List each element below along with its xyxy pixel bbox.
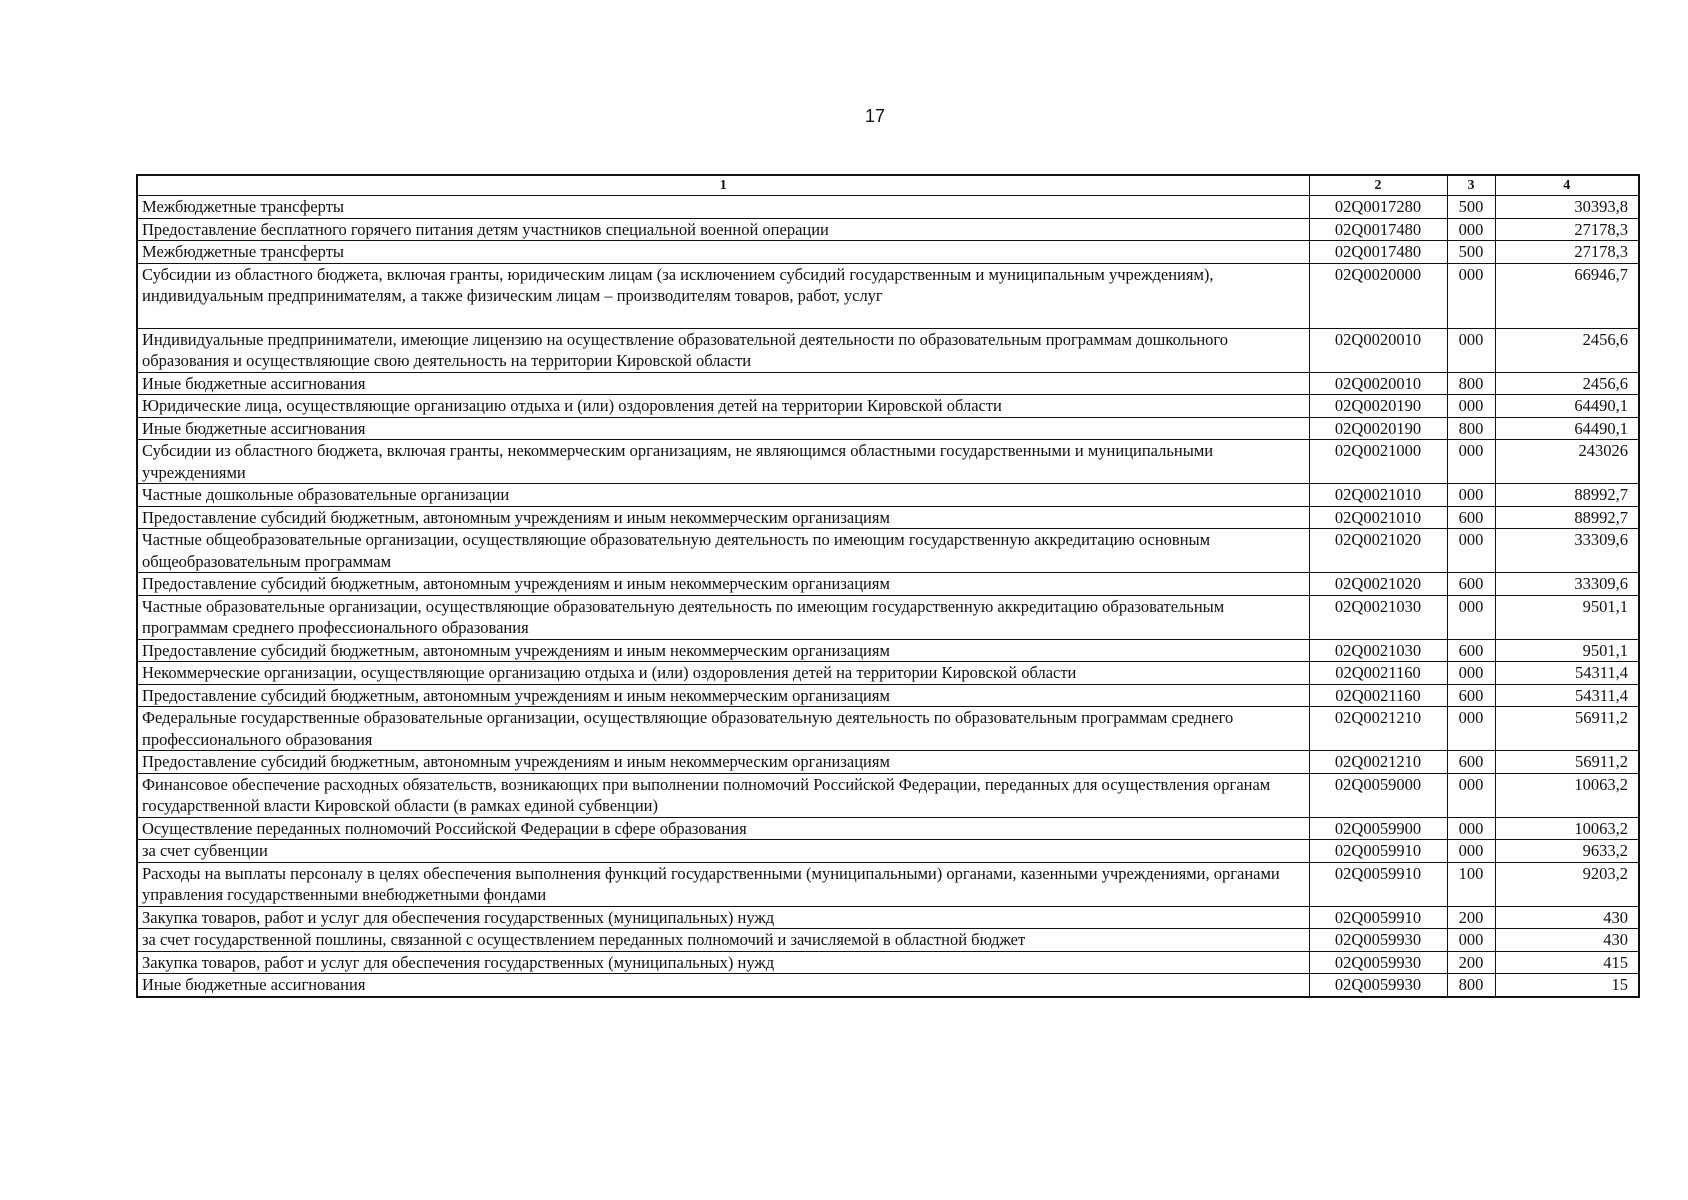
row-code-cell: 02Q0021010 <box>1309 484 1447 507</box>
row-type-cell: 000 <box>1447 218 1495 241</box>
row-amount-cell: 9501,1 <box>1495 639 1639 662</box>
row-name-cell: Предоставление субсидий бюджетным, автономным учреждениям и иным некоммерческим организациям <box>137 639 1309 662</box>
row-type-cell: 000 <box>1447 595 1495 639</box>
row-name-cell: Частные общеобразовательные организации, осуществляющие образовательную деятельность по имеющим государственную аккредитацию основным общеобразовательным программам <box>137 529 1309 573</box>
row-name-cell: Некоммерческие организации, осуществляющие организацию отдыха и (или) оздоровления детей на территории Кировской области <box>137 662 1309 685</box>
row-type-cell: 000 <box>1447 263 1495 328</box>
table-row <box>137 196 1639 219</box>
row-code-cell: 02Q0020190 <box>1309 417 1447 440</box>
row-amount-cell: 9203,2 <box>1495 862 1639 906</box>
row-name-cell: Межбюджетные трансферты <box>137 196 1309 219</box>
row-type-cell: 200 <box>1447 951 1495 974</box>
row-name-cell: Закупка товаров, работ и услуг для обеспечения государственных (муниципальных) нужд <box>137 906 1309 929</box>
table-row <box>137 395 1639 418</box>
row-name-cell: Иные бюджетные ассигнования <box>137 974 1309 997</box>
row-amount-cell: 430 <box>1495 906 1639 929</box>
column-header-type: 3 <box>1447 175 1495 196</box>
row-name-cell: Предоставление субсидий бюджетным, автономным учреждениям и иным некоммерческим организациям <box>137 684 1309 707</box>
row-type-cell: 000 <box>1447 929 1495 952</box>
row-code-cell: 02Q0017480 <box>1309 218 1447 241</box>
row-name-cell: за счет государственной пошлины, связанной с осуществлением переданных полномочий и зачисляемой в областной бюджет <box>137 929 1309 952</box>
row-amount-cell: 9501,1 <box>1495 595 1639 639</box>
table-row <box>137 974 1639 997</box>
row-code-cell: 02Q0059910 <box>1309 906 1447 929</box>
row-name-cell: Иные бюджетные ассигнования <box>137 372 1309 395</box>
row-name-cell: Частные образовательные организации, осуществляющие образовательную деятельность по имеющим государственную аккредитацию образовательным программам среднего профессионального образования <box>137 595 1309 639</box>
table-row <box>137 595 1639 639</box>
row-code-cell: 02Q0059910 <box>1309 862 1447 906</box>
row-type-cell: 500 <box>1447 196 1495 219</box>
row-amount-cell: 30393,8 <box>1495 196 1639 219</box>
row-name-cell: Межбюджетные трансферты <box>137 241 1309 264</box>
row-amount-cell: 10063,2 <box>1495 817 1639 840</box>
row-type-cell: 000 <box>1447 395 1495 418</box>
table-row <box>137 372 1639 395</box>
row-type-cell: 600 <box>1447 506 1495 529</box>
row-type-cell: 800 <box>1447 372 1495 395</box>
table-row <box>137 773 1639 817</box>
row-name-cell: Предоставление субсидий бюджетным, автономным учреждениям и иным некоммерческим организациям <box>137 573 1309 596</box>
table-row <box>137 484 1639 507</box>
row-type-cell: 000 <box>1447 773 1495 817</box>
row-name-cell: Иные бюджетные ассигнования <box>137 417 1309 440</box>
row-code-cell: 02Q0017480 <box>1309 241 1447 264</box>
row-amount-cell: 66946,7 <box>1495 263 1639 328</box>
table-row <box>137 840 1639 863</box>
table-row <box>137 263 1639 328</box>
row-code-cell: 02Q0021010 <box>1309 506 1447 529</box>
row-name-cell: Финансовое обеспечение расходных обязательств, возникающих при выполнении полномочий Российской Федерации, переданных для осуществления органам государственной власти Кировской области (в рамках единой субвенции) <box>137 773 1309 817</box>
row-type-cell: 000 <box>1447 529 1495 573</box>
header-row <box>137 175 1639 196</box>
row-name-cell: Индивидуальные предприниматели, имеющие лицензию на осуществление образовательной деятельности по образовательным программам дошкольного образования и осуществляющие свою деятельность на территории Кировской области <box>137 328 1309 372</box>
row-name-cell: Юридические лица, осуществляющие организацию отдыха и (или) оздоровления детей на территории Кировской области <box>137 395 1309 418</box>
row-code-cell: 02Q0017280 <box>1309 196 1447 219</box>
row-code-cell: 02Q0059910 <box>1309 840 1447 863</box>
row-name-cell: Предоставление субсидий бюджетным, автономным учреждениям и иным некоммерческим организациям <box>137 751 1309 774</box>
row-code-cell: 02Q0021210 <box>1309 751 1447 774</box>
table-row <box>137 906 1639 929</box>
table-row <box>137 241 1639 264</box>
row-amount-cell: 15 <box>1495 974 1639 997</box>
table-row <box>137 440 1639 484</box>
row-type-cell: 800 <box>1447 417 1495 440</box>
row-type-cell: 000 <box>1447 662 1495 685</box>
row-name-cell: Предоставление бесплатного горячего питания детям участников специальной военной операции <box>137 218 1309 241</box>
row-code-cell: 02Q0059930 <box>1309 974 1447 997</box>
row-amount-cell: 243026 <box>1495 440 1639 484</box>
row-amount-cell: 2456,6 <box>1495 372 1639 395</box>
row-name-cell: Федеральные государственные образовательные организации, осуществляющие образовательную деятельность по образовательным программам среднего профессионального образования <box>137 707 1309 751</box>
row-amount-cell: 64490,1 <box>1495 417 1639 440</box>
table-body <box>137 196 1639 997</box>
row-code-cell: 02Q0020010 <box>1309 328 1447 372</box>
table-row <box>137 506 1639 529</box>
table-row <box>137 639 1639 662</box>
row-amount-cell: 2456,6 <box>1495 328 1639 372</box>
row-name-cell: Предоставление субсидий бюджетным, автономным учреждениям и иным некоммерческим организациям <box>137 506 1309 529</box>
row-amount-cell: 430 <box>1495 929 1639 952</box>
row-type-cell: 000 <box>1447 440 1495 484</box>
row-amount-cell: 54311,4 <box>1495 684 1639 707</box>
table-row <box>137 684 1639 707</box>
row-amount-cell: 415 <box>1495 951 1639 974</box>
table-row <box>137 862 1639 906</box>
table-row <box>137 662 1639 685</box>
row-name-cell: Закупка товаров, работ и услуг для обеспечения государственных (муниципальных) нужд <box>137 951 1309 974</box>
row-type-cell: 600 <box>1447 573 1495 596</box>
column-header-code: 2 <box>1309 175 1447 196</box>
row-code-cell: 02Q0059900 <box>1309 817 1447 840</box>
page-number: 17 <box>864 106 886 126</box>
row-amount-cell: 88992,7 <box>1495 506 1639 529</box>
budget-table <box>136 174 1640 998</box>
column-header-amount: 4 <box>1495 175 1639 196</box>
row-code-cell: 02Q0020190 <box>1309 395 1447 418</box>
row-type-cell: 000 <box>1447 484 1495 507</box>
row-amount-cell: 33309,6 <box>1495 529 1639 573</box>
table-row <box>137 218 1639 241</box>
table-row <box>137 707 1639 751</box>
row-code-cell: 02Q0021160 <box>1309 684 1447 707</box>
table-row <box>137 929 1639 952</box>
row-amount-cell: 64490,1 <box>1495 395 1639 418</box>
row-code-cell: 02Q0021030 <box>1309 639 1447 662</box>
row-name-cell: Субсидии из областного бюджета, включая гранты, юридическим лицам (за исключением субсидий государственным и муниципальным учреждениям), индивидуальным предпринимателям, а также физическим лицам – производителям товаров, работ, услуг <box>137 263 1309 328</box>
table-row <box>137 328 1639 372</box>
row-code-cell: 02Q0020000 <box>1309 263 1447 328</box>
row-code-cell: 02Q0059000 <box>1309 773 1447 817</box>
row-type-cell: 600 <box>1447 751 1495 774</box>
row-name-cell: Расходы на выплаты персоналу в целях обеспечения выполнения функций государственными (муниципальными) органами, казенными учреждениями, органами управления государственными внебюджетными фондами <box>137 862 1309 906</box>
row-code-cell: 02Q0021210 <box>1309 707 1447 751</box>
row-amount-cell: 56911,2 <box>1495 751 1639 774</box>
row-amount-cell: 9633,2 <box>1495 840 1639 863</box>
row-name-cell: за счет субвенции <box>137 840 1309 863</box>
row-code-cell: 02Q0021160 <box>1309 662 1447 685</box>
table-row <box>137 951 1639 974</box>
row-amount-cell: 88992,7 <box>1495 484 1639 507</box>
row-type-cell: 000 <box>1447 817 1495 840</box>
row-code-cell: 02Q0021000 <box>1309 440 1447 484</box>
table-row <box>137 417 1639 440</box>
row-type-cell: 600 <box>1447 684 1495 707</box>
table-row <box>137 817 1639 840</box>
row-code-cell: 02Q0021020 <box>1309 573 1447 596</box>
row-type-cell: 600 <box>1447 639 1495 662</box>
row-name-cell: Осуществление переданных полномочий Российской Федерации в сфере образования <box>137 817 1309 840</box>
row-code-cell: 02Q0059930 <box>1309 951 1447 974</box>
table-row <box>137 529 1639 573</box>
row-amount-cell: 27178,3 <box>1495 241 1639 264</box>
row-amount-cell: 56911,2 <box>1495 707 1639 751</box>
row-code-cell: 02Q0059930 <box>1309 929 1447 952</box>
row-name-cell: Частные дошкольные образовательные организации <box>137 484 1309 507</box>
row-amount-cell: 10063,2 <box>1495 773 1639 817</box>
row-type-cell: 200 <box>1447 906 1495 929</box>
row-type-cell: 100 <box>1447 862 1495 906</box>
row-type-cell: 000 <box>1447 328 1495 372</box>
table-row <box>137 751 1639 774</box>
row-amount-cell: 33309,6 <box>1495 573 1639 596</box>
row-amount-cell: 27178,3 <box>1495 218 1639 241</box>
table-row <box>137 573 1639 596</box>
row-amount-cell: 54311,4 <box>1495 662 1639 685</box>
row-type-cell: 000 <box>1447 707 1495 751</box>
row-type-cell: 000 <box>1447 840 1495 863</box>
column-header-name: 1 <box>137 175 1309 196</box>
row-type-cell: 500 <box>1447 241 1495 264</box>
row-type-cell: 800 <box>1447 974 1495 997</box>
row-name-cell: Субсидии из областного бюджета, включая гранты, некоммерческим организациям, не являющимся областными государственными и муниципальными учреждениями <box>137 440 1309 484</box>
row-code-cell: 02Q0021020 <box>1309 529 1447 573</box>
row-code-cell: 02Q0020010 <box>1309 372 1447 395</box>
row-code-cell: 02Q0021030 <box>1309 595 1447 639</box>
